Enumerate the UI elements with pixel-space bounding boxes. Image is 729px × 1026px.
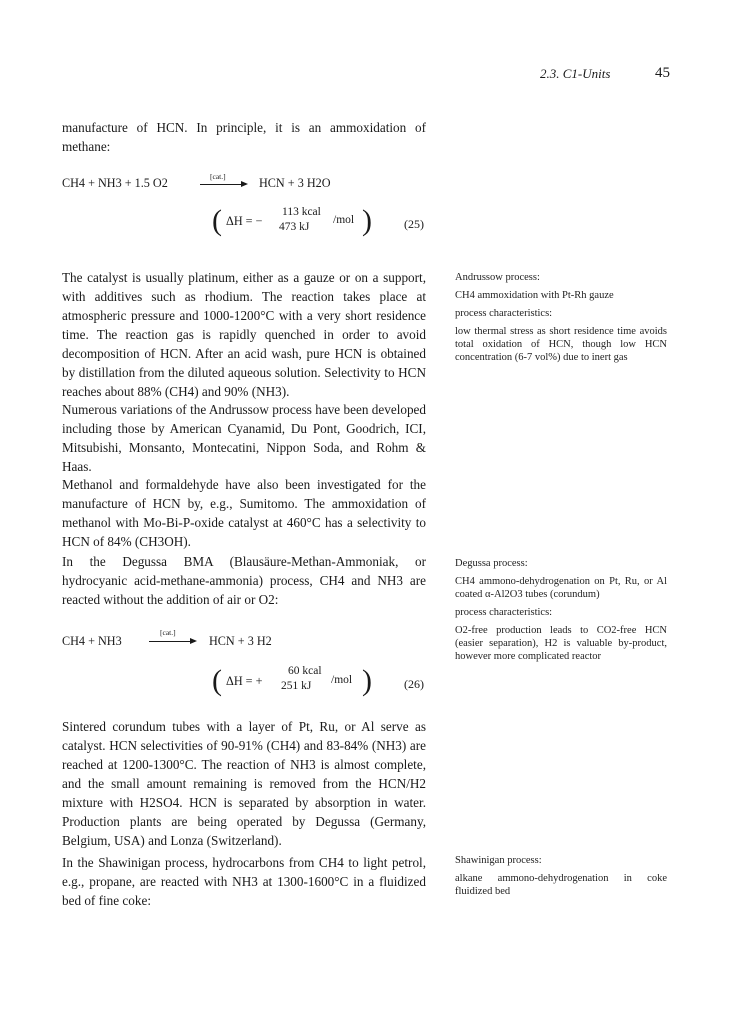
- eq26-products: HCN + 3 H2: [209, 634, 272, 648]
- page-number: 45: [655, 65, 670, 81]
- eq26-arrow: [149, 641, 195, 642]
- eq25-catalyst: [cat.]: [210, 172, 226, 181]
- paragraph-1-text: manufacture of HCN. In principle, it is an ammoxidation of methane:: [62, 120, 426, 154]
- eq25-left-paren: (: [212, 204, 222, 237]
- eq25-unit: /mol: [333, 214, 355, 226]
- eq26-catalyst: [cat.]: [160, 628, 176, 637]
- paragraph-4-text: Methanol and formaldehyde have also been investigated for the manufacture of HCN by, e.g., Sumitomo. The ammoxidation of methanol with Mo-Bi-P-oxide catalyst at 460°C has a selectivity to HCN of 84% (CH3OH).: [62, 477, 426, 549]
- eq26-left-paren: (: [212, 664, 222, 697]
- eq25-products: HCN + 3 H2O: [259, 176, 331, 190]
- sidenote-title: Andrussow process:: [455, 272, 540, 283]
- eq25-reactants: CH4 + NH3 + 1.5 O2: [62, 176, 168, 190]
- sidenote-line: alkane ammono-dehydrogenation in coke fluidized bed: [455, 873, 667, 897]
- paragraph-2: [62, 268, 426, 401]
- sidenote-line: O2-free production leads to CO2-free HCN (easier separation), H2 is valuable by-product, however more complicated reactor: [455, 625, 667, 662]
- eq26-reactants: CH4 + NH3: [62, 634, 122, 648]
- sidenote-title: Shawinigan process:: [455, 855, 542, 866]
- eq25-kcal: 113 kcal: [282, 206, 321, 218]
- sidenote-line: process characteristics:: [455, 607, 553, 618]
- sidenote-line: process characteristics:: [455, 308, 553, 319]
- eq26-enthalpy-sign: ΔH = +: [226, 674, 263, 688]
- paragraph-1: [62, 118, 426, 156]
- sidenote-line: CH4 ammono-dehydrogenation on Pt, Ru, or Al coated α-Al2O3 tubes (corundum): [455, 576, 667, 600]
- sidenote-title: Degussa process:: [455, 558, 528, 569]
- eq26-right-paren: ): [362, 664, 372, 697]
- eq26-number: (26): [404, 677, 424, 691]
- eq26-kj: 251 kJ: [281, 680, 312, 692]
- paragraph-6: [62, 717, 426, 850]
- eq26-kcal: 60 kcal: [288, 665, 322, 677]
- paragraph-5-text: In the Degussa BMA (Blausäure-Methan-Ammoniak, or hydrocyanic acid-methane-ammonia) process, CH4 and NH3 are reacted without the addition of air or O2:: [62, 554, 426, 607]
- sidenote-line: low thermal stress as short residence time avoids total oxidation of HCN, though low HCN concentration (6-7 vol%) due to inert gas: [455, 326, 667, 363]
- sidenote-andrussow: [455, 271, 667, 369]
- eq25-kj: 473 kJ: [279, 221, 310, 233]
- paragraph-5: [62, 552, 426, 609]
- eq26-unit: /mol: [331, 674, 353, 686]
- paragraph-3-text: Numerous variations of the Andrussow process have been developed including those by American Cyanamid, Du Pont, Goodrich, ICI, Mitsubishi, Monsanto, Montecatini, Nippon Soda, and Rohm & Haas.: [62, 402, 426, 474]
- eq25-number: (25): [404, 217, 424, 231]
- eq25-enthalpy-sign: ΔH = −: [226, 214, 263, 228]
- paragraph-7-text: In the Shawinigan process, hydrocarbons from CH4 to light petrol, e.g., propane, are reacted with NH3 at 1300-1600°C in a fluidized bed of fine coke:: [62, 855, 426, 908]
- paragraph-7: [62, 853, 426, 910]
- sidenote-line: CH4 ammoxidation with Pt-Rh gauze: [455, 290, 614, 301]
- section-title: 2.3. C1-Units: [540, 66, 611, 81]
- sidenote-shawinigan: [455, 854, 667, 903]
- eq25-arrow: [200, 184, 246, 185]
- eq25-right-paren: ): [362, 204, 372, 237]
- paragraph-4: [62, 475, 426, 551]
- paragraph-2-text: The catalyst is usually platinum, either as a gauze or on a support, with additives such as rhodium. The reaction takes place at atmospheric pressure and 1000-1200°C with a very short residence time. The reaction gas is rapidly quenched in order to avoid decomposition of HCN. After an acid wash, pure HCN is obtained by distillation from the diluted aqueous solution. Selectivity to HCN reaches about 88% (CH4) and 90% (NH3).: [62, 270, 426, 399]
- sidenote-degussa: [455, 557, 667, 668]
- paragraph-3: [62, 400, 426, 476]
- paragraph-6-text: Sintered corundum tubes with a layer of Pt, Ru, or Al serve as catalyst. HCN selectivities of 90-91% (CH4) and 83-84% (NH3) are reached at 1200-1300°C. The reaction of NH3 is almost complete, and the small amount remaining is removed from the HCN/H2 mixture with H2SO4. HCN is separated by absorption in water. Production plants are being operated by Degussa (Germany, Belgium, USA) and Lonza (Switzerland).: [62, 719, 426, 848]
